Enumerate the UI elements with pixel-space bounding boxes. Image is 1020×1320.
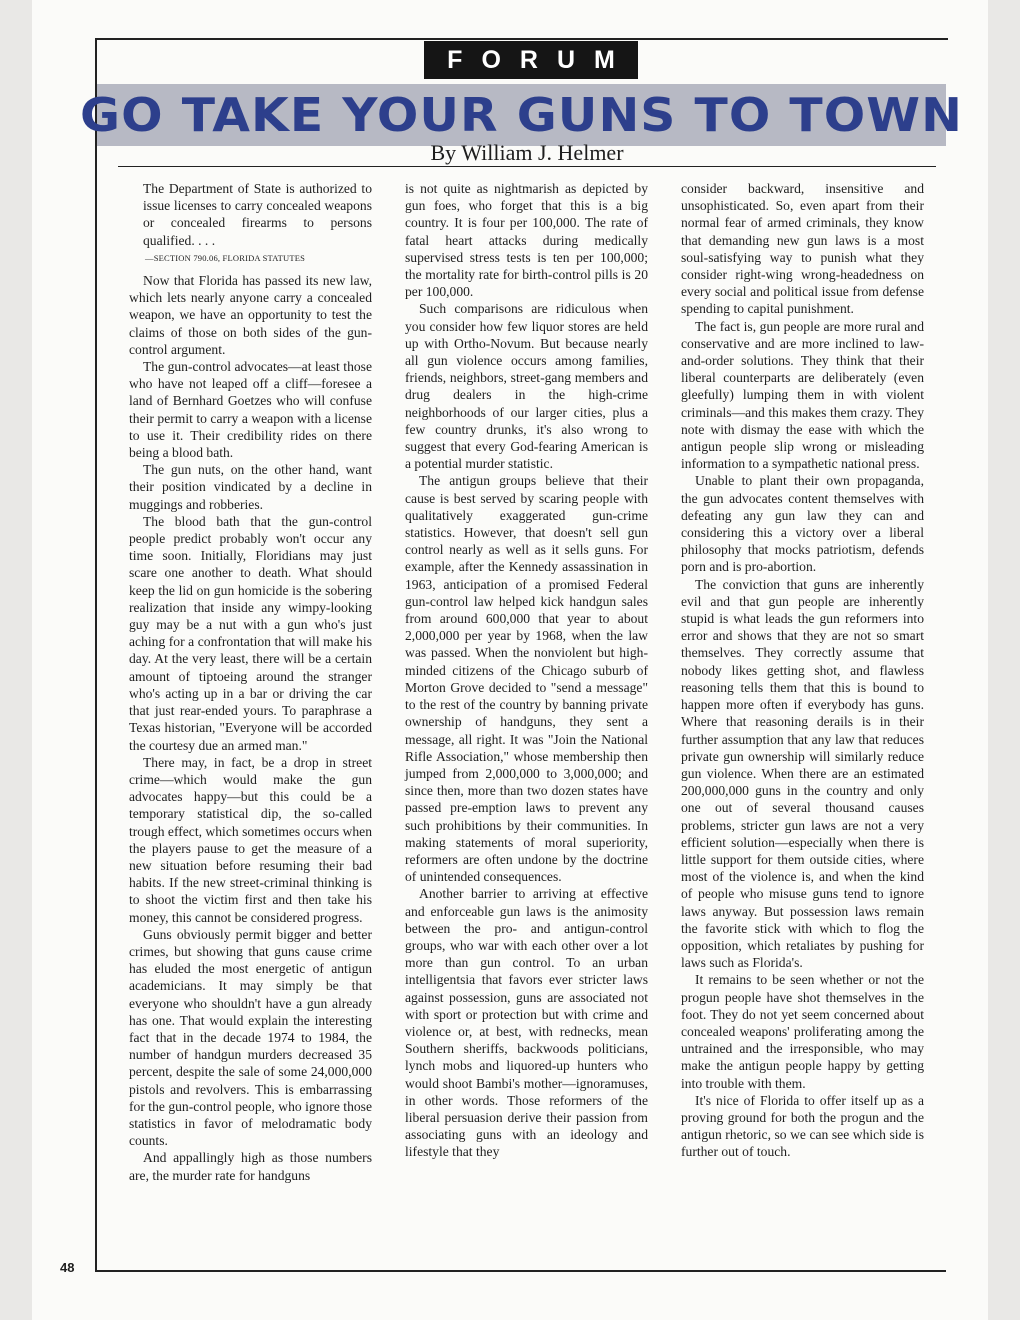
epigraph bbox=[129, 180, 372, 267]
page-number: 48 bbox=[60, 1260, 75, 1275]
byline-rule-right bbox=[625, 166, 937, 167]
paragraph: The blood bath that the gun-control people predict probably won't occur any time soon. Initially, Floridians may just scare one another to death. What should keep the lid on gun homicide is the sobering realization that inside any wimpy-looking guy may be a nut with a gun who's just aching for a confrontation that will make his day. At the very least, there will be a certain amount of tiptoeing around the stranger who's acting up in a bar or driving the car that just rear-ended yours. To paraphrase a Texas historian, "Everyone will be accorded the courtesy due an armed man." bbox=[129, 513, 372, 753]
paragraph: Unable to plant their own propaganda, the gun advocates content themselves with defeating any gun law they can and considering this a victory over a liberal philosophy that mocks patriotism, defends porn and is pro-abortion. bbox=[681, 473, 924, 575]
paragraph: Now that Florida has passed its new law, which lets nearly anyone carry a concealed weapon, we have an opportunity to test the claims of those on both sides of the gun-control argument. bbox=[129, 273, 372, 357]
article-column-2 bbox=[405, 180, 648, 1161]
paragraph: There may, in fact, be a drop in street crime—which would make the gun advocates happy—but this could be a temporary statistical dip, the so-called trough effect, which sometimes occurs when the players pause to get the measure of a new situation before resuming their bad habits. If the new street-criminal thinking is to shoot the victim first and then take his money, this cannot be considered progress. bbox=[129, 754, 372, 925]
paragraph: Such comparisons are ridiculous when you consider how few liquor stores are held up with Ortho-Novum. But because nearly all gun violence occurs among families, friends, neighbors, street-gang members and drug dealers in the high-crime neighborhoods of our larger cities, plus a few country drunks, it's also wrong to suggest that every God-fearing American is a potential murder statistic. bbox=[405, 301, 648, 472]
paragraph: The gun nuts, on the other hand, want their position vindicated by a decline in muggings and robberies. bbox=[129, 462, 372, 512]
paragraph: is not quite as nightmarish as depicted by gun foes, who forget that this is a big country. It is four per 100,000. The rate of fatal heart attacks during medically supervised stress tests is ten per 100,000; the mortality rate for birth-control pills is 20 per 100,000. bbox=[405, 181, 648, 300]
paragraph: consider backward, insensitive and unsophisticated. So, even apart from their normal fear of armed criminals, they know that demanding new gun laws is a most soul-satisfying way to punish what they consider right-wing wrong-headedness on every social and political issue from defense spending to capital punishment. bbox=[681, 181, 924, 317]
paragraph: Another barrier to arriving at effective and enforceable gun laws is the animosity between the pro- and antigun-control groups, who war with each other over a lot more than gun control. To an urban intelligentsia that favors ever stricter laws against possession, guns are associated not with sport or protection but with crime and violence or, at best, with rednecks, mean Southern sheriffs, backwoods politicians, lynch mobs and liquored-up hunters who would shoot Bambi's mother—ignoramuses, in other words. Those reformers of the liberal persuasion derive their passion from associating guns with an ideology and lifestyle that they bbox=[405, 886, 648, 1160]
paragraph: The fact is, gun people are more rural and conservative and are more inclined to law-and-order solutions. They think that their liberal counterparts are deliberately (even gleefully) lumping them in with violent criminals—and this makes them crazy. They note with dismay the ease with which the antigun people slip wrong or misleading information to a sympathetic national press. bbox=[681, 318, 924, 472]
byline: By William J. Helmer bbox=[430, 140, 624, 165]
paragraph: Guns obviously permit bigger and better crimes, but showing that guns cause crime has eluded the most energetic of antigun academicians. It may simply be that everyone who shouldn't have a gun already has one. That would explain the interesting fact that in the decade 1974 to 1984, the number of handgun murders decreased 35 percent, despite the sale of some 24,000,000 pistols and revolvers. This is embarrassing for the gun-control people, who ignore those statistics in favor of melodramatic body counts. bbox=[129, 926, 372, 1149]
paragraph: The conviction that guns are inherently evil and that gun people are inherently stupid is what leads the gun reformers into error and shows that they are not so smart themselves. They correctly assume that nobody likes getting shot, and flawless reasoning tells them that this is bound to happen more often if everybody has guns. Where that reasoning derails is in their further assumption that any law that reduces private gun ownership will similarly reduce gun violence. When there are an estimated 200,000,000 guns in the country and only one out of several thousand causes problems, stricter gun laws are not a very efficient solution—especially when there is little support for them outside cities, where most of the violence is, and when the kind of people who misuse guns tend to ignore laws anyway. But possession laws remain the favorite stick with which to flog the opposition, which retaliates by pushing for laws such as Florida's. bbox=[681, 576, 924, 971]
paragraph: The antigun groups believe that their cause is best served by scaring people with qualitatively exaggerated gun-crime statistics. However, that doesn't sell gun control nearly as well as it sells guns. For example, after the Kennedy assassination in 1963, anticipation of a promised Federal gun-control law helped kick handgun sales from around 600,000 that year to about 2,000,000 per year by 1968, when the law was passed. When the nonviolent but high-minded citizens of the Chicago suburb of Morton Grove decided to "send a message" to the rest of the country by banning private ownership of handguns, they sent a message, all right. It was "Join the National Rifle Association," whose membership then jumped from 2,000,000 to 3,000,000; and since then, more than two dozen states have passed pre-emption laws to prevent any such prohibitions by their communities. In making statements of moral superiority, reformers are often undone by the doctrine of unintended consequences. bbox=[405, 473, 648, 885]
headline: GO TAKE YOUR GUNS TO TOWN bbox=[80, 88, 963, 142]
article-column-1 bbox=[129, 180, 372, 1184]
paragraph: The gun-control advocates—at least those who have not leaped off a cliff—foresee a land of Bernhard Goetzes who will confuse their permit to carry a weapon with a license to use it. Their credibility rides on there being a blood bath. bbox=[129, 359, 372, 461]
epigraph-source: —SECTION 790.06, FLORIDA STATUTES bbox=[145, 252, 306, 263]
paragraph: And appallingly high as those numbers are, the murder rate for handguns bbox=[129, 1150, 372, 1183]
section-label: FORUM bbox=[424, 41, 638, 79]
epigraph-text: The Department of State is authorized to issue licenses to carry concealed weapons or concealed firearms to persons qualified. . . . bbox=[143, 181, 372, 248]
paragraph: It remains to be seen whether or not the progun people have shot themselves in the foot. They do not yet seem concerned about concealed weapons' proliferating among the untrained and the irresponsible, who may make the antigun people happy by getting into trouble with them. bbox=[681, 972, 924, 1091]
paragraph: It's nice of Florida to offer itself up as a proving ground for both the progun and the antigun rhetoric, so we can see which side is further out of touch. bbox=[681, 1092, 924, 1160]
article-column-3 bbox=[681, 180, 924, 1161]
bottom-rule bbox=[95, 1270, 946, 1272]
byline-rule-left bbox=[118, 166, 430, 167]
byline-row bbox=[118, 140, 936, 173]
